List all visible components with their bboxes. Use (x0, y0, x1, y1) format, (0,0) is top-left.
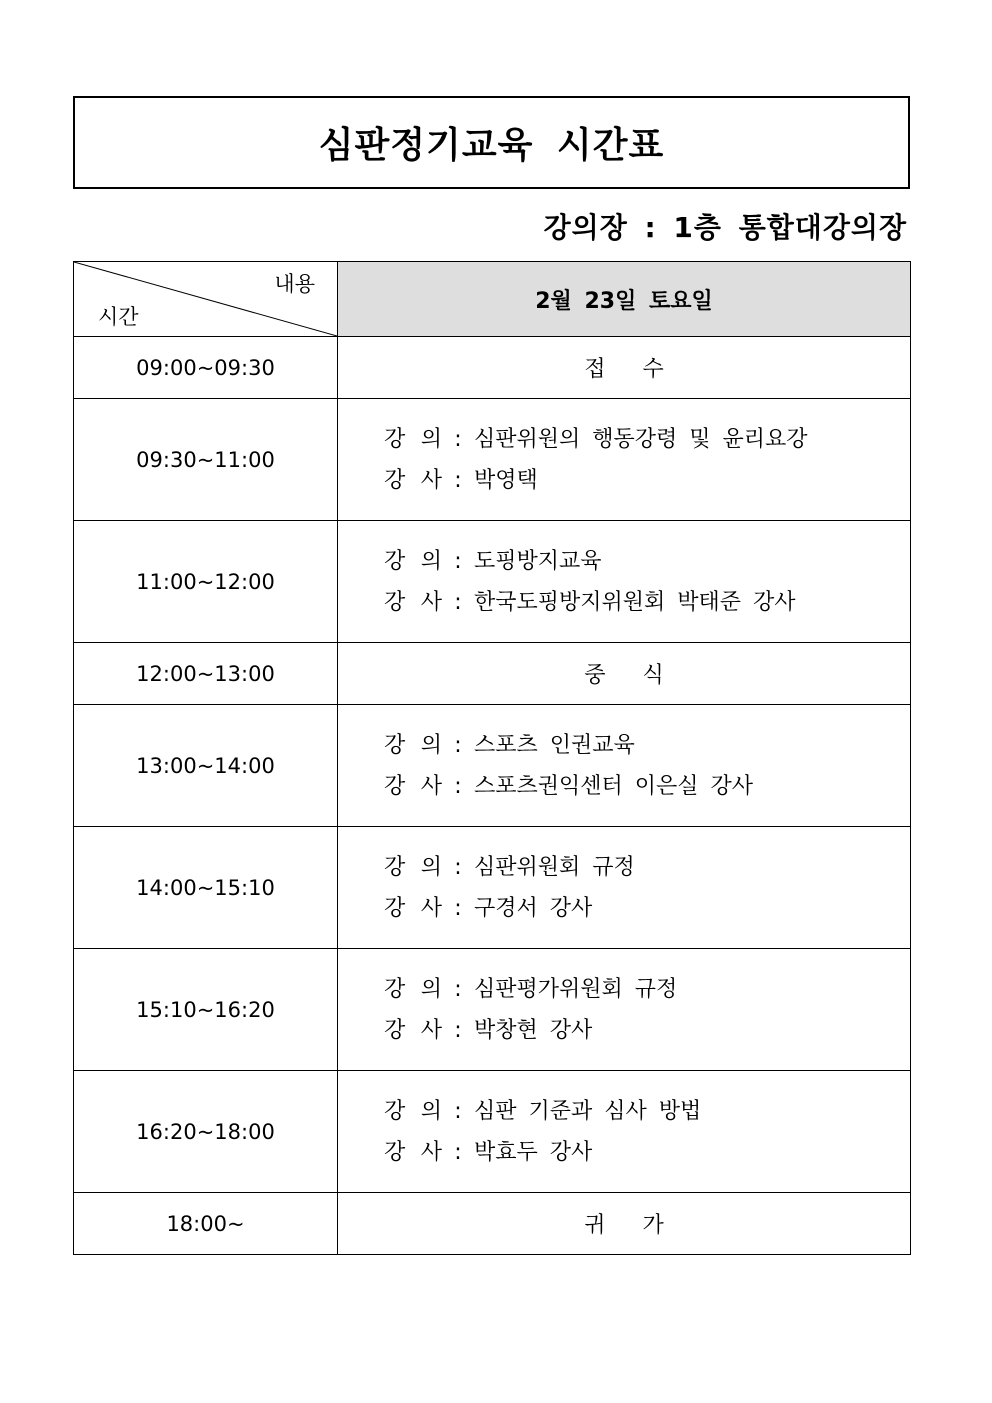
time-cell: 12:00~13:00 (74, 643, 338, 705)
lecture-line (384, 725, 910, 766)
session-detail (338, 705, 911, 827)
colon: : (454, 1017, 462, 1043)
lecture-label: 강 의 (384, 1098, 442, 1124)
instructor-line (384, 888, 910, 929)
lecture-title: 도핑방지교육 (474, 548, 602, 574)
schedule-row (74, 705, 911, 827)
instructor-line (384, 1132, 910, 1173)
lecture-title: 심판위원회 규정 (474, 854, 635, 880)
colon: : (454, 467, 462, 493)
time-cell: 14:00~15:10 (74, 827, 338, 949)
event-cell: 접 수 (338, 337, 911, 399)
lecture-label: 강 의 (384, 548, 442, 574)
lecture-title: 심판위원의 행동강령 및 윤리요강 (474, 426, 808, 452)
instructor-name: 박효두 강사 (474, 1139, 593, 1165)
colon: : (454, 426, 462, 452)
lecture-title: 스포츠 인권교육 (474, 732, 635, 758)
lecture-line (384, 847, 910, 888)
instructor-line (384, 1010, 910, 1051)
page-title: 심판정기교육 시간표 (318, 125, 665, 166)
schedule-row (74, 337, 911, 399)
session-detail (338, 521, 911, 643)
event-cell: 중 식 (338, 643, 911, 705)
instructor-label: 강 사 (384, 589, 442, 615)
colon: : (454, 773, 462, 799)
time-cell: 11:00~12:00 (74, 521, 338, 643)
lecture-label: 강 의 (384, 426, 442, 452)
schedule-table (73, 261, 911, 1255)
instructor-label: 강 사 (384, 467, 442, 493)
lecture-label: 강 의 (384, 976, 442, 1002)
instructor-label: 강 사 (384, 895, 442, 921)
diagonal-header-cell (74, 262, 338, 337)
date-header: 2월 23일 토요일 (338, 262, 911, 337)
lecture-line (384, 541, 910, 582)
session-detail (338, 827, 911, 949)
lecture-title: 심판평가위원회 규정 (474, 976, 678, 1002)
session-detail (338, 1071, 911, 1193)
schedule-row (74, 949, 911, 1071)
schedule-row (74, 1193, 911, 1255)
instructor-line (384, 766, 910, 807)
colon: : (454, 1098, 462, 1124)
time-cell: 16:20~18:00 (74, 1071, 338, 1193)
schedule-row (74, 399, 911, 521)
session-detail (338, 399, 911, 521)
instructor-name: 구경서 강사 (474, 895, 593, 921)
instructor-name: 한국도핑방지위원회 박태준 강사 (474, 589, 796, 615)
lecture-label: 강 의 (384, 854, 442, 880)
lecture-line (384, 969, 910, 1010)
header-row (74, 262, 911, 337)
instructor-label: 강 사 (384, 1017, 442, 1043)
colon: : (454, 589, 462, 615)
time-cell: 13:00~14:00 (74, 705, 338, 827)
schedule-row (74, 1071, 911, 1193)
event-cell: 귀 가 (338, 1193, 911, 1255)
instructor-label: 강 사 (384, 773, 442, 799)
instructor-name: 박영택 (474, 467, 538, 493)
colon: : (454, 732, 462, 758)
schedule-row (74, 827, 911, 949)
colon: : (454, 895, 462, 921)
schedule-row (74, 521, 911, 643)
colon: : (454, 976, 462, 1002)
lecture-line (384, 419, 910, 460)
colon: : (454, 548, 462, 574)
instructor-line (384, 582, 910, 623)
lecture-title: 심판 기준과 심사 방법 (474, 1098, 702, 1124)
instructor-line (384, 460, 910, 501)
instructor-name: 스포츠권익센터 이은실 강사 (474, 773, 754, 799)
instructor-label: 강 사 (384, 1139, 442, 1165)
colon: : (454, 1139, 462, 1165)
lecture-label: 강 의 (384, 732, 442, 758)
time-header-label: 시간 (98, 305, 139, 329)
time-cell: 15:10~16:20 (74, 949, 338, 1071)
instructor-name: 박창현 강사 (474, 1017, 593, 1043)
colon: : (454, 854, 462, 880)
lecture-line (384, 1091, 910, 1132)
session-detail (338, 949, 911, 1071)
time-cell: 09:30~11:00 (74, 399, 338, 521)
title-box (73, 96, 910, 189)
venue-label: 강의장 : 1층 통합대강의장 (543, 211, 907, 244)
time-cell: 09:00~09:30 (74, 337, 338, 399)
schedule-row (74, 643, 911, 705)
time-cell: 18:00~ (74, 1193, 338, 1255)
content-header-label: 내용 (274, 272, 315, 296)
